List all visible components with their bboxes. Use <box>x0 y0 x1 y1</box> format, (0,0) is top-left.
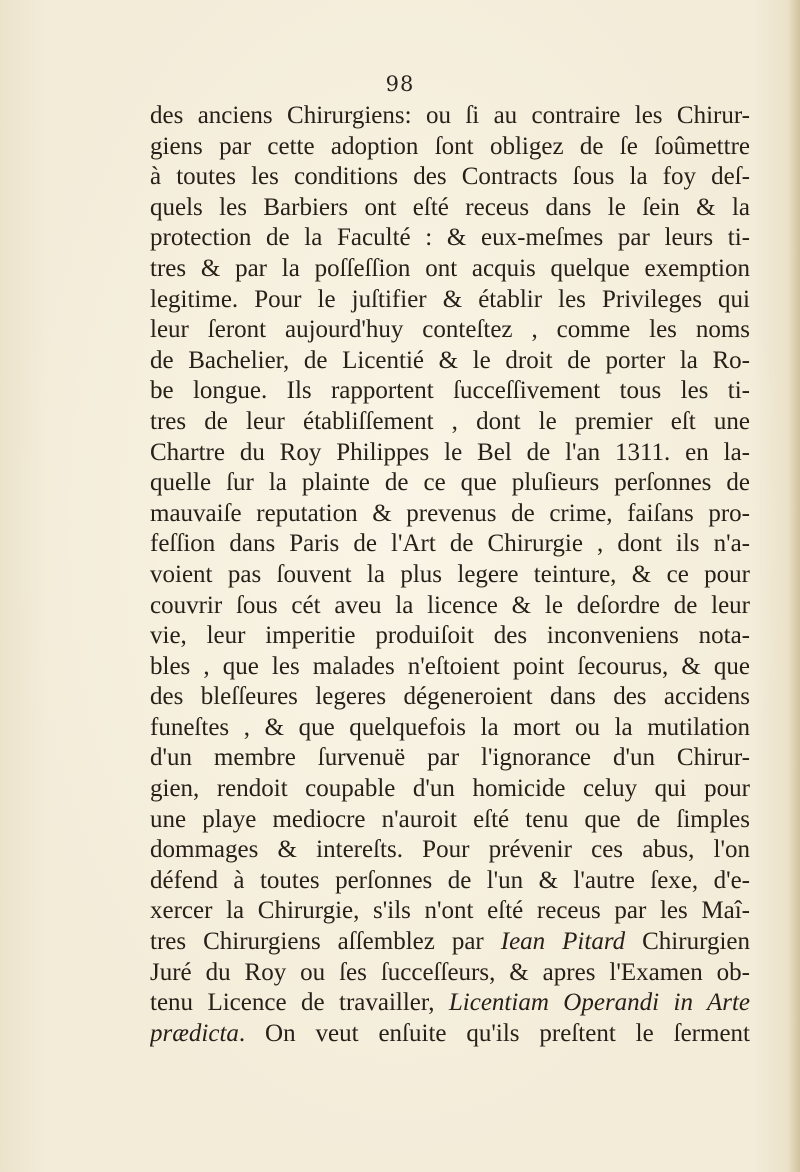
line-text: giens par cette adoption ſont obligez de ſe ſoûmettre <box>150 132 750 160</box>
text-line <box>150 805 750 836</box>
text-line <box>150 529 750 560</box>
line-text: voient pas ſouvent la plus legere teinture, & ce pour <box>150 560 750 588</box>
line-text: mauvaiſe reputation & prevenus de crime, faiſans pro- <box>150 499 750 527</box>
line-text: Juré du Roy ou ſes ſucceſſeurs, & apres l'Examen ob- <box>150 958 750 986</box>
line-text: des anciens Chirurgiens: ou ſi au contraire les Chirur- <box>150 102 750 129</box>
text-line <box>150 958 750 989</box>
text-line <box>150 896 750 927</box>
line-text: vie, leur imperitie produiſoit des inconveniens nota- <box>150 622 750 650</box>
line-text: à toutes les conditions des Contracts ſous la foy deſ- <box>150 163 750 191</box>
text-line <box>150 743 750 774</box>
line-text: une playe mediocre n'auroit eſté tenu que de ſimples <box>150 805 750 833</box>
text-line <box>150 132 750 163</box>
body-text <box>150 101 750 1049</box>
line-text: feſſion dans Paris de l'Art de Chirurgie , dont ils n'a- <box>150 530 750 558</box>
line-text: de Bachelier, de Licentié & le droit de porter la Ro- <box>150 346 750 374</box>
text-line <box>150 652 750 683</box>
italic-text: Licentiam Operandi in Arte <box>448 989 750 1017</box>
text-line <box>150 1019 750 1050</box>
text-line <box>150 927 750 958</box>
text-line <box>150 285 750 316</box>
line-text: Chirurgien <box>625 928 750 956</box>
text-line <box>150 560 750 591</box>
line-text: gien, rendoit coupable d'un homicide celuy qui pour <box>150 775 750 803</box>
text-line <box>150 223 750 254</box>
line-text: des bleſſeures legeres dégeneroient dans des accidens <box>150 683 750 711</box>
line-text: dommages & intereſts. Pour prévenir ces abus, l'on <box>150 836 750 864</box>
text-line <box>150 376 750 407</box>
line-text: tres Chirurgiens aſſemblez par <box>150 928 501 956</box>
text-line <box>150 835 750 866</box>
line-text: bles , que les malades n'eſtoient point ſecourus, & que <box>150 652 750 680</box>
line-text: couvrir ſous cét aveu la licence & le deſordre de leur <box>150 591 750 619</box>
text-line <box>150 254 750 285</box>
line-text: tenu Licence de travailler, <box>150 989 449 1017</box>
text-line <box>150 315 750 346</box>
text-line <box>150 621 750 652</box>
line-text: protection de la Faculté : & eux-meſmes par leurs ti- <box>150 224 750 252</box>
page-number: 98 <box>385 72 415 96</box>
text-line <box>150 591 750 622</box>
text-line <box>150 346 750 377</box>
text-line <box>150 407 750 438</box>
line-text: tres & par la poſſeſſion ont acquis quelque exemption <box>150 254 750 282</box>
text-line <box>150 468 750 499</box>
line-text: quelle ſur la plainte de ce que pluſieurs perſonnes de <box>150 469 750 497</box>
text-line <box>150 499 750 530</box>
text-line <box>150 682 750 713</box>
text-line <box>150 713 750 744</box>
text-line <box>150 988 750 1019</box>
text-line <box>150 774 750 805</box>
text-line <box>150 193 750 224</box>
text-line <box>150 162 750 193</box>
line-text: . On veut enſuite qu'ils preſtent le ſerment <box>238 1019 750 1047</box>
line-text: Chartre du Roy Philippes le Bel de l'an 1311. en la- <box>150 438 750 466</box>
line-text: d'un membre ſurvenuë par l'ignorance d'un Chirur- <box>150 744 750 772</box>
line-text: leur ſeront aujourd'huy conteſtez , comme les noms <box>150 316 750 344</box>
text-line <box>150 438 750 469</box>
text-line <box>150 866 750 897</box>
line-text: tres de leur établiſſement , dont le premier eſt une <box>150 407 750 435</box>
text-line <box>150 101 750 132</box>
line-text: xercer la Chirurgie, s'ils n'ont eſté receus par les Maî- <box>150 897 750 925</box>
italic-text: Iean Pitard <box>500 928 626 956</box>
page-edge-shadow <box>788 0 800 1172</box>
line-text: legitime. Pour le juſtifier & établir les Privileges qui <box>150 285 750 313</box>
italic-text: prædicta <box>150 1019 239 1047</box>
line-text: be longue. Ils rapportent ſucceſſivement tous les ti- <box>150 377 750 405</box>
line-text: quels les Barbiers ont eſté receus dans le ſein & la <box>150 193 750 221</box>
line-text: funeſtes , & que quelquefois la mort ou la mutilation <box>150 713 750 741</box>
line-text: défend à toutes perſonnes de l'un & l'autre ſexe, d'e- <box>150 866 750 894</box>
